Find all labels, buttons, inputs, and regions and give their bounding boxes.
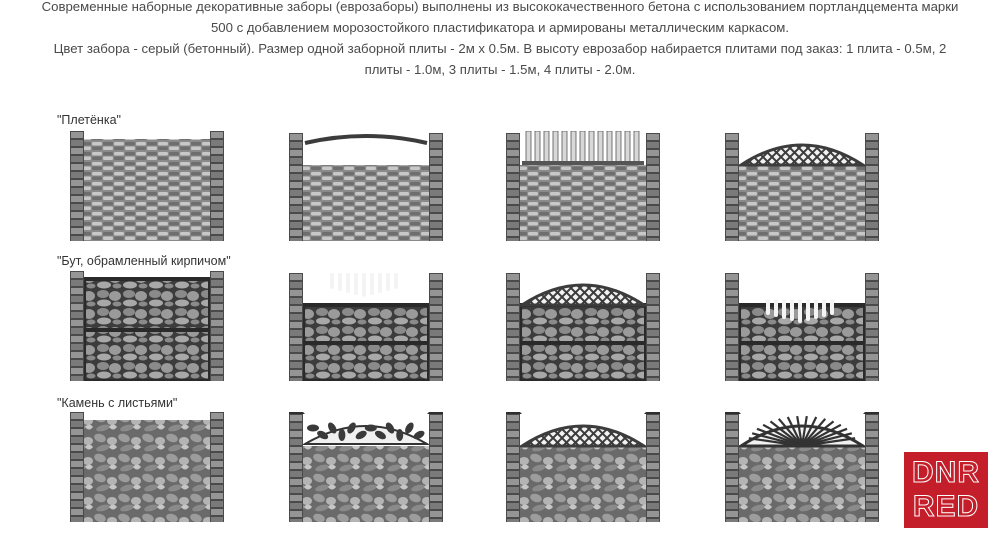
fence-panel-image: [289, 131, 443, 241]
fence-panel-image: [70, 412, 224, 522]
fence-panel-image: [506, 271, 660, 381]
fence-panel-image: [289, 412, 443, 522]
fence-panel-image: [506, 131, 660, 241]
section-title-weave: "Плетёнка": [57, 113, 121, 127]
section-title-stone-brick: "Бут, обрамленный кирпичом": [57, 254, 231, 268]
fence-panel-image: [70, 271, 224, 381]
fence-panel-image: [725, 271, 879, 381]
logo-text-bottom: RED: [912, 490, 980, 523]
description-text: [40, 0, 960, 80]
fence-panel-image: [506, 412, 660, 522]
fence-panel-image: [289, 271, 443, 381]
fence-panel-image: [725, 412, 879, 522]
logo-text-top: DNR: [912, 456, 980, 489]
description-paragraph-1: Современные наборные декоративные заборы (еврозаборы) выполнены из высококачественного бетона с использованием портландцемента марки 500 с добавлением морозостойкого пластификатора и армированы металлическим каркасом.: [41, 0, 959, 35]
description-paragraph-2: Цвет забора - серый (бетонный). Размер одной заборной плиты - 2м х 0.5м. В высоту еврозабор набирается плитами под заказ: 1 плита - 0.5м, 2 плиты - 1.0м, 3 плиты - 1.5м, 4 плиты - 2.0м.: [53, 41, 947, 77]
fence-panel-image: [70, 131, 224, 241]
section-title-stone-leaves: "Камень с листьями": [57, 396, 178, 410]
dnr-red-logo: [904, 452, 988, 528]
fence-panel-image: [725, 131, 879, 241]
